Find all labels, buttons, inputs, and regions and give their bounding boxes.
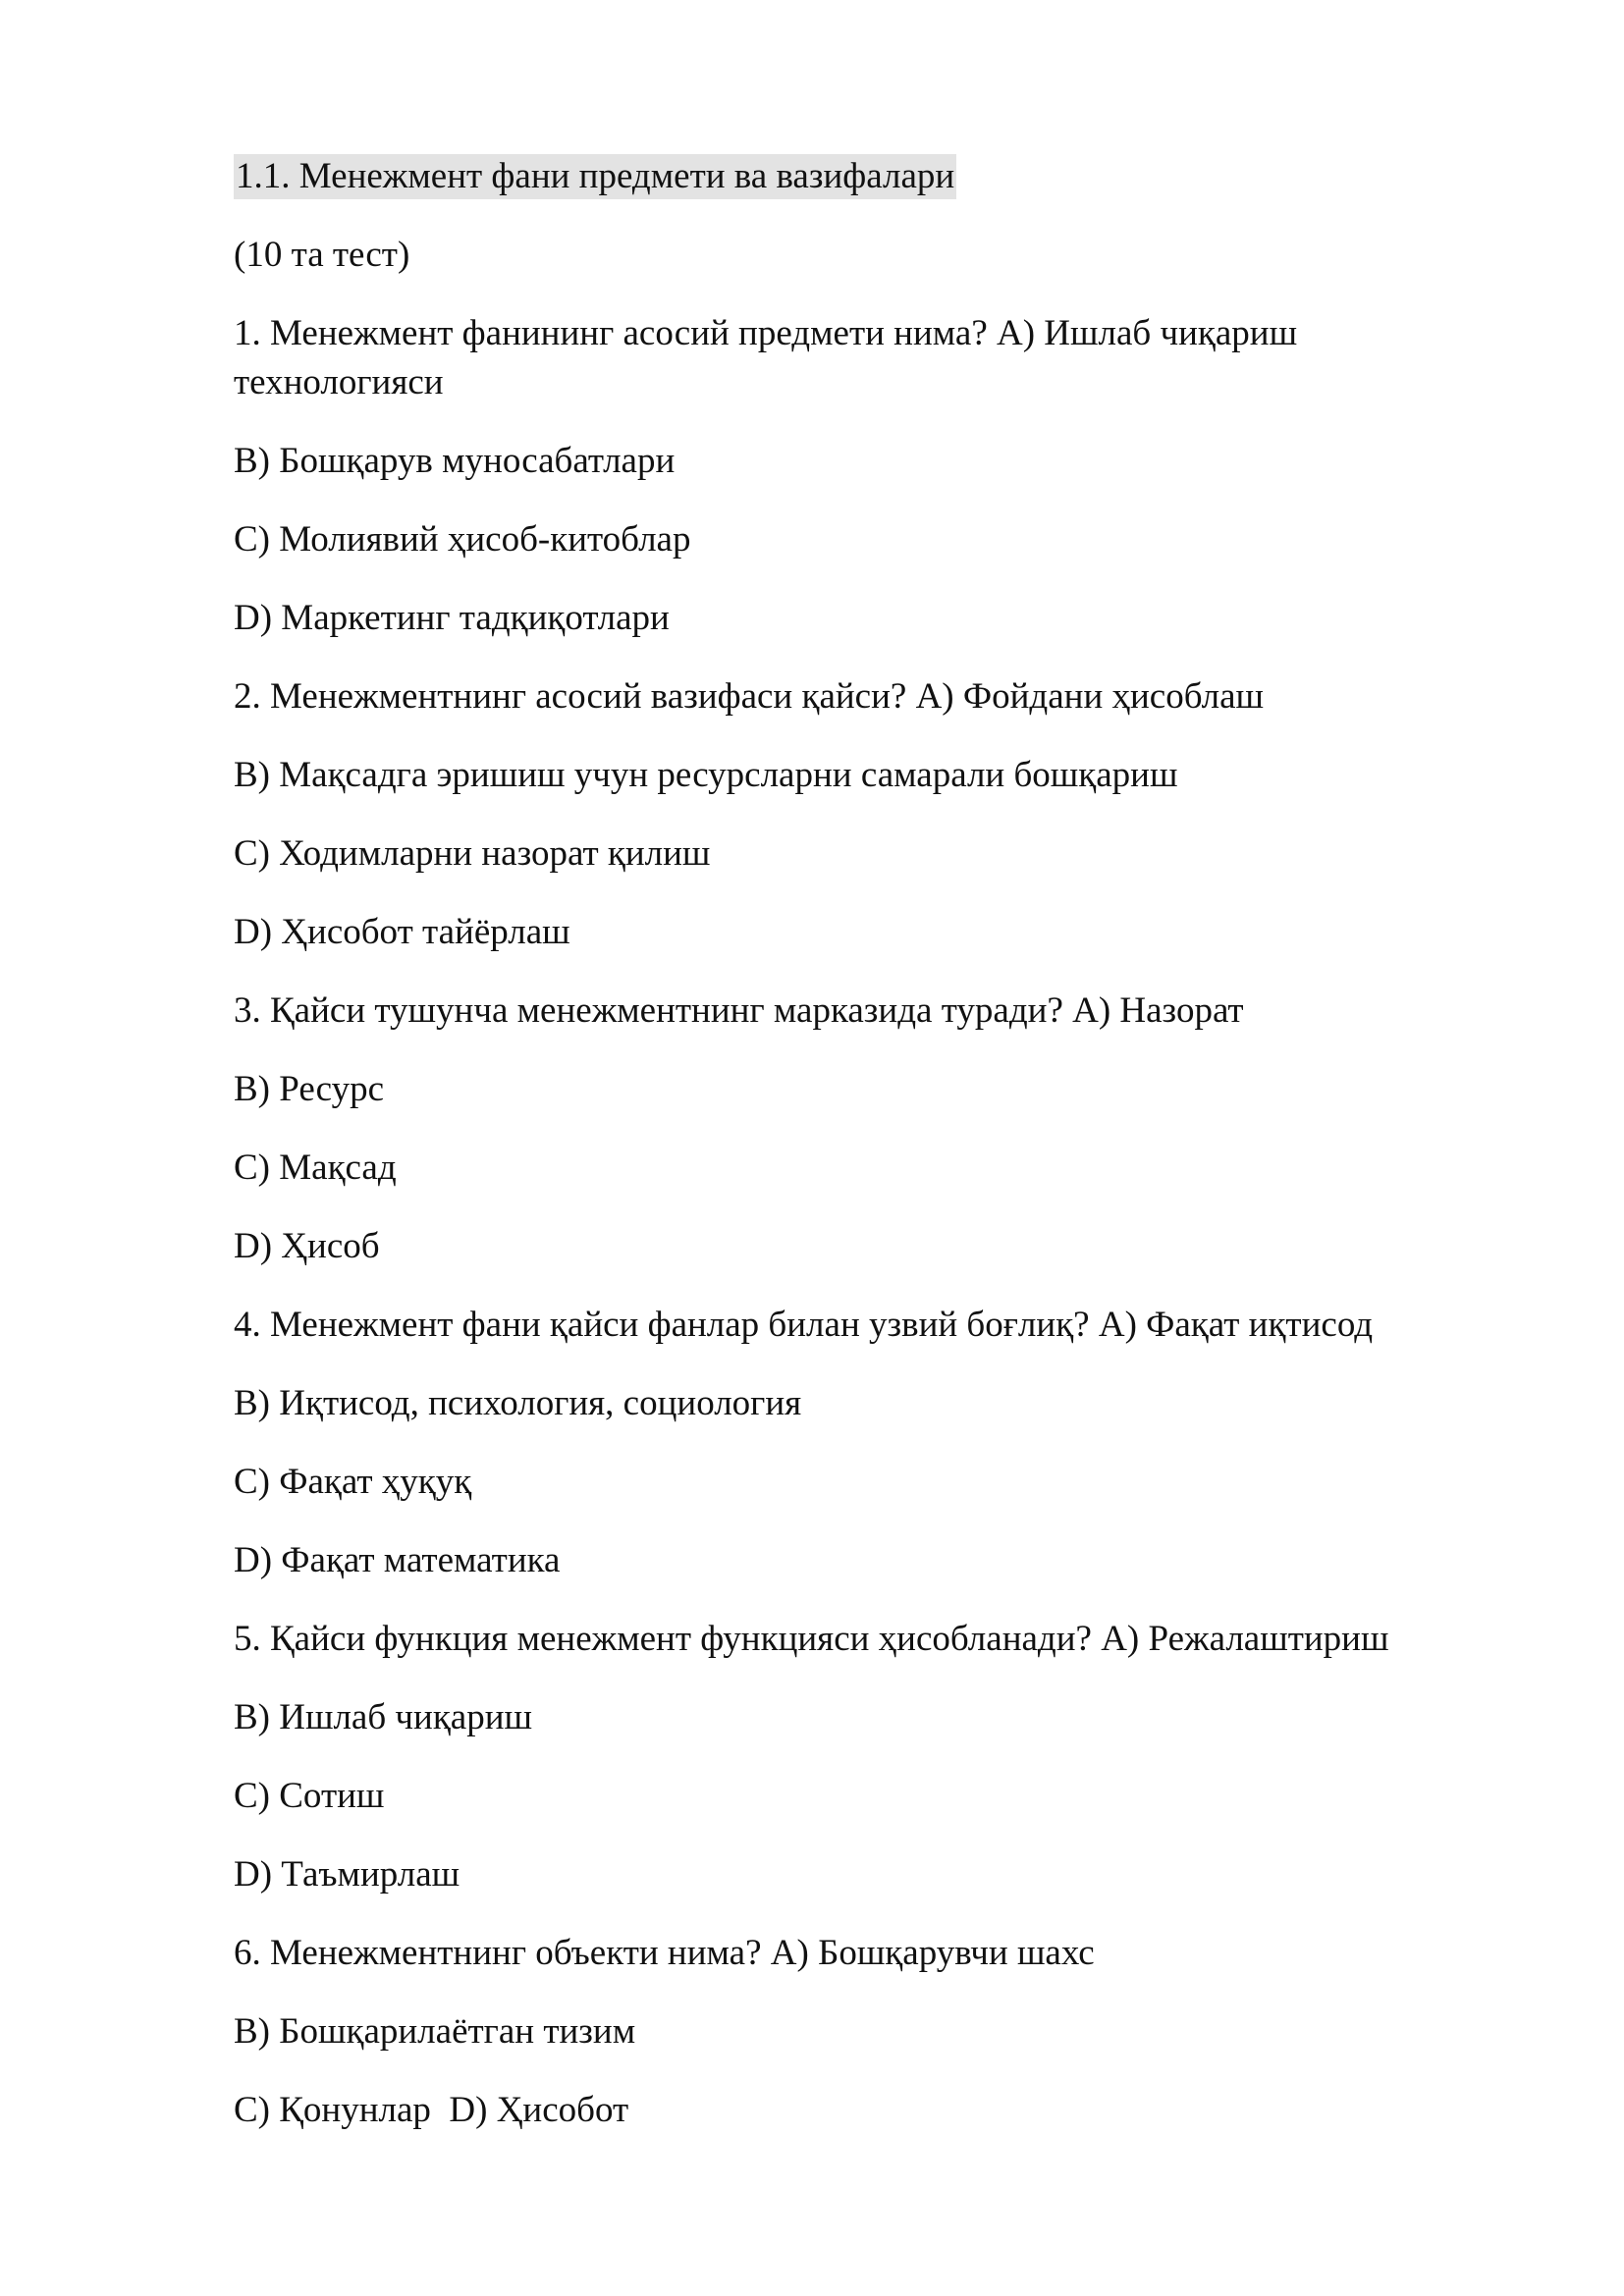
option-5d: D) Таъмирлаш [234, 1854, 460, 1895]
option-5b: B) Ишлаб чиқариш [234, 1697, 533, 1737]
question-4: 4. Менежмент фани қайси фанлар билан узвий боғлиқ? A) Фақат иқтисод [234, 1305, 1374, 1345]
section-heading-line [234, 147, 1510, 226]
option-2b: B) Мақсадга эришиш учун ресурсларни самарали бошқариш [234, 755, 1178, 795]
option-6b: B) Бошқарилаётган тизим [234, 2011, 636, 2052]
document-body [234, 147, 1510, 2160]
option-4d: D) Фақат математика [234, 1540, 561, 1580]
section-title: 1.1. Менежмент фани предмети ва вазифалари [234, 154, 956, 199]
question-1: 1. Менежмент фанининг асосий предмети нима? A) Ишлаб чиқариш технологияси [234, 313, 1298, 402]
option-6cd: C) Қонунлар D) Ҳисобот [234, 2090, 629, 2130]
question-5: 5. Қайси функция менежмент функцияси ҳисобланади? A) Режалаштириш [234, 1619, 1389, 1659]
option-3b: B) Ресурс [234, 1069, 385, 1109]
question-2: 2. Менежментнинг асосий вазифаси қайси? A) Фойдани ҳисоблаш [234, 676, 1265, 717]
question-3: 3. Қайси тушунча менежментнинг марказида туради? A) Назорат [234, 990, 1244, 1031]
question-6: 6. Менежментнинг объекти нима? A) Бошқарувчи шахс [234, 1933, 1095, 1973]
option-3c: C) Мақсад [234, 1148, 397, 1188]
option-1c: C) Молиявий ҳисоб-китоблар [234, 519, 691, 560]
option-3d: D) Ҳисоб [234, 1226, 380, 1266]
option-2c: C) Ходимларни назорат қилиш [234, 833, 711, 874]
option-2d: D) Ҳисобот тайёрлаш [234, 912, 570, 952]
option-1d: D) Маркетинг тадқиқотлари [234, 598, 670, 638]
option-4b: B) Иқтисод, психология, социология [234, 1383, 802, 1423]
option-4c: C) Фақат ҳуқуқ [234, 1462, 472, 1502]
option-1b: B) Бошқарув муносабатлари [234, 441, 676, 481]
test-count: (10 та тест) [234, 235, 410, 275]
option-5c: C) Сотиш [234, 1776, 385, 1816]
